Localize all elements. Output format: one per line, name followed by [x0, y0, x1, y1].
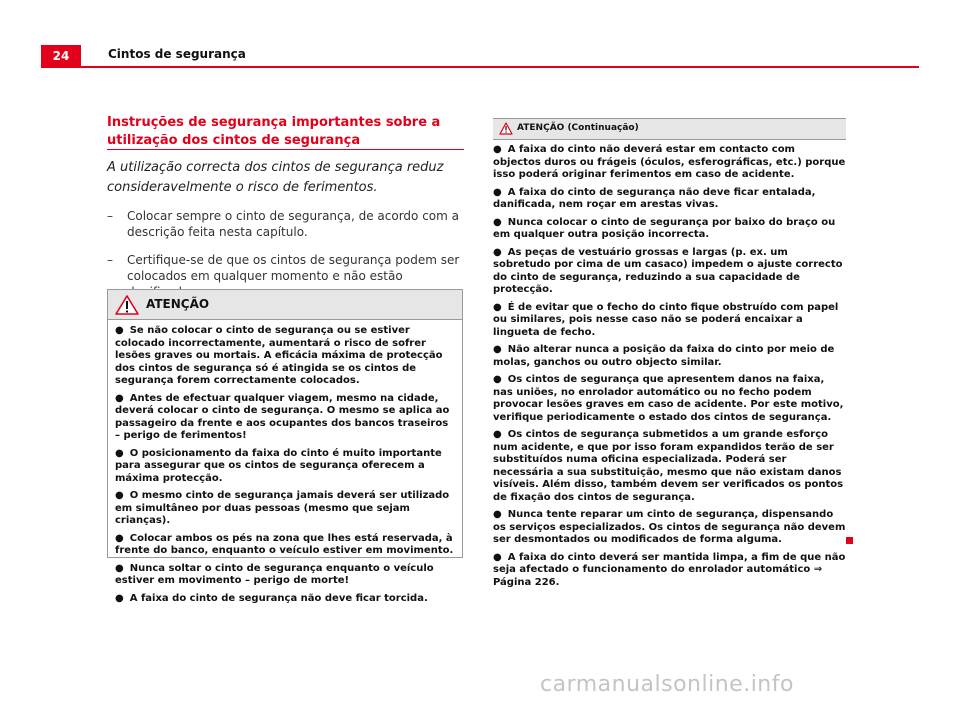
section-title: Instruções de segurança importantes sobre a utilização dos cintos de segurança [107, 115, 441, 148]
header-divider [41, 66, 919, 68]
list-item: ● Os cintos de segurança submetidos a um grande esforço num acidente, e que por isso foram expandidos terão de ser substituídos numa oficina especializada. Poderá ser necessária a sua substituição, mesmo que não existam danos visíveis. Além disso, também devem ser verificados os pontos de fixação dos cintos de segurança. [493, 429, 844, 503]
warning-triangle-icon [115, 295, 139, 315]
list-item: ● A faixa do cinto de segurança não deve ficar torcida. [115, 592, 428, 604]
warning-box [107, 289, 463, 604]
list-item: ● Não alterar nunca a posição da faixa do cinto por meio de molas, ganchos ou outro objecto similar. [493, 344, 835, 368]
warning-continuation [493, 118, 846, 588]
list-item: ● A faixa do cinto de segurança não deve ficar entalada, danificada, nem roçar em arestas vivas. [493, 186, 816, 210]
list-item: ● A faixa do cinto deverá ser mantida limpa, a fim de que não seja afectado o funcionamento do enrolador automático ⇒ Página 226. [493, 551, 846, 588]
list-item: – Colocar sempre o cinto de segurança, de acordo com a descrição feita nesta capítulo. [107, 209, 460, 239]
list-item: ● A faixa do cinto não deverá estar em contacto com objectos duros ou frágeis (óculos, esferográficas, etc.) porque isso poderá originar ferimentos em caso de acidente. [493, 144, 846, 180]
continuation-title: ATENÇÃO (Continuação) [517, 123, 639, 133]
list-item: ● Se não colocar o cinto de segurança ou se estiver colocado incorrectamente, aumentará o risco de sofrer lesões graves ou mortais. A eficácia máxima de protecção dos cintos de segurança só é atingida se os cintos de segurança forem correctamente colocados. [115, 325, 443, 386]
list-item: ● Nunca soltar o cinto de segurança enquanto o veículo estiver em movimento – perigo de morte! [115, 562, 434, 586]
list-item: ● Colocar ambos os pés na zona que lhes está reservada, à frente do banco, enquanto o veículo estiver em movimento. [115, 532, 454, 556]
list-item: ● Nunca tente reparar um cinto de segurança, dispensando os serviços especializados. Os cintos de segurança não devem ser desmontados ou modificados de forma alguma. [493, 509, 846, 545]
section-divider [107, 149, 464, 150]
list-item: ● É de evitar que o fecho do cinto fique obstruído com papel ou similares, pois nesse caso não se poderá encaixar a lingueta de fecho. [493, 301, 839, 338]
list-item: – Certifique-se de que os cintos de segurança podem ser colocados em qualquer momento e não estão [107, 252, 465, 300]
list-item-text: Colocar sempre o cinto de segurança, de acordo com a descrição feita nesta capítulo. [127, 209, 460, 239]
continuation-list [493, 140, 846, 589]
list-item: ● As peças de vestuário grossas e largas (p. ex. um sobretudo por cima de um casaco) impedem o ajuste correcto do cinto de segurança, reduzindo a sua capacidade de protecção. [493, 246, 843, 295]
watermark: carmanualsonline.info [540, 672, 794, 697]
warning-triangle-icon [499, 122, 513, 135]
continuation-header [493, 119, 846, 140]
warning-list [108, 320, 462, 605]
list-item: ● O posicionamento da faixa do cinto é muito importante para assegurar que os cintos de segurança oferecem a máxima protecção. [115, 447, 442, 484]
warning-header [108, 290, 462, 320]
list-item: ● Nunca colocar o cinto de segurança por baixo do braço ou em qualquer outra posição incorrecta. [493, 216, 836, 240]
list-item-text: Certifique-se de que os cintos de segurança podem ser colocados em qualquer momento e não estão [127, 253, 460, 283]
chapter-title: Cintos de segurança [108, 47, 246, 61]
list-item: ● Antes de efectuar qualquer viagem, mesmo na cidade, deverá colocar o cinto de segurança. O mesmo se aplica ao passageiro da frente e aos ocupantes dos bancos traseiros – perigo de ferimentos! [115, 392, 450, 441]
section-intro: A utilização correcta dos cintos de segurança reduz consideravelmente o risco de ferimentos. [107, 160, 444, 195]
section-end-marker [846, 537, 853, 544]
warning-title: ATENÇÃO [146, 297, 210, 311]
list-item: ● O mesmo cinto de segurança jamais deverá ser utilizado em simultâneo por duas pessoas (mesmo que sejam crianças). [115, 490, 450, 526]
list-item: ● Os cintos de segurança que apresentem danos na faixa, nas uniões, no enrolador automático ou no fecho podem provocar lesões graves em caso de acidente. Por este motivo, verifique periodicamente o estado dos cintos de segurança. [493, 374, 844, 423]
page-number: 24 [41, 45, 81, 67]
